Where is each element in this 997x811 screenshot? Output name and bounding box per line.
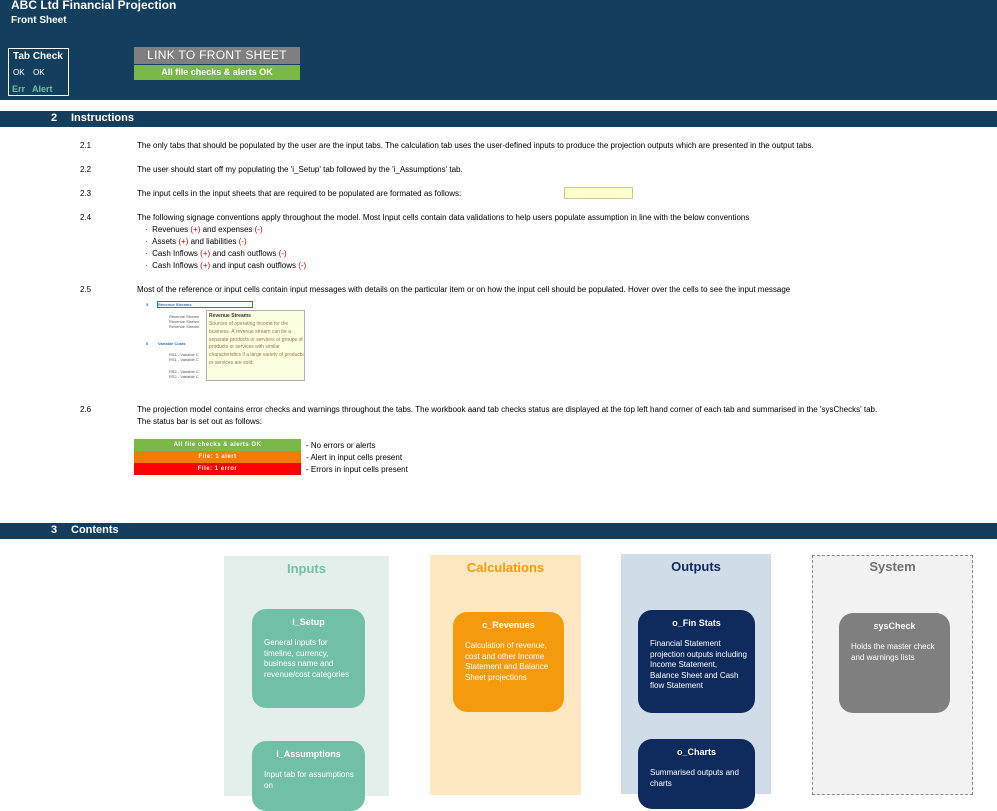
input-cell-format-sample[interactable]	[564, 187, 633, 199]
bullet-text: Cash Inflows	[152, 249, 201, 258]
illustration-item: Revenue Stream	[169, 324, 200, 329]
illustration-item: RS2 - Variable C	[169, 369, 199, 374]
bullet-text: Cash Inflows	[152, 261, 201, 270]
card-title: i_Setup	[292, 617, 325, 627]
bullet-text: and liabilities	[188, 237, 239, 246]
tooltip-body: Sources of operating income for the business. A revenue stream can be a separate products or services or groups of products or services with similar characteristics if a large variety of products or services are sold.	[209, 321, 304, 366]
instructions-section-bar	[0, 111, 997, 127]
card-i-assumptions[interactable]	[252, 741, 365, 811]
card-title: sysCheck	[873, 621, 916, 631]
tab-check-ok-status: OK	[33, 68, 45, 77]
illustration-row-label: Revenue Streams	[158, 302, 192, 307]
card-c-revenues[interactable]	[453, 612, 564, 712]
section-number: 3	[51, 524, 58, 536]
card-syscheck[interactable]	[839, 613, 950, 713]
calculations-panel	[430, 555, 581, 795]
link-to-front-sheet-button[interactable]: LINK TO FRONT SHEET	[134, 47, 300, 64]
card-description: Financial Statement projection outputs including Income Statement, Balance Sheet and Cash flow Statement	[650, 639, 747, 690]
header-banner	[0, 0, 997, 100]
tab-check-box	[8, 48, 69, 96]
sheet-subtitle: Front Sheet	[11, 15, 67, 26]
workbook-title: ABC Ltd Financial Projection	[11, 0, 177, 12]
contents-section-bar	[0, 523, 997, 539]
illustration-item: Revenue Stream	[169, 319, 200, 324]
card-description: General inputs for timeline, currency, business name and revenue/cost categories	[264, 638, 349, 679]
bullet-text: Revenues	[152, 225, 191, 234]
section-heading: Contents	[71, 524, 119, 536]
bullet-mark: ·	[145, 237, 148, 246]
inputs-panel-title: Inputs	[287, 561, 326, 576]
illustration-row-label: Variable Costs	[158, 341, 186, 346]
signage-bullet	[145, 261, 306, 270]
signage-bullet	[145, 237, 247, 246]
outputs-panel	[621, 554, 771, 794]
input-message-illustration	[146, 300, 308, 384]
card-title: i_Assumptions	[276, 749, 341, 759]
instruction-text: The projection model contains error checks and warnings throughout the tabs. The workbook aand tab checks status are displayed at the top left hand corner of each tab and summarised in the 'sysChecks' tab.	[137, 405, 878, 414]
status-legend-label: - Errors in input cells present	[306, 465, 408, 474]
section-number: 2	[51, 112, 58, 124]
card-description: Holds the master check and warnings lists	[851, 642, 935, 662]
card-description: Summarised outputs and charts	[650, 768, 739, 788]
status-bar-ok: All file checks & alerts OK	[134, 439, 301, 451]
instruction-number: 2.2	[80, 165, 92, 174]
instruction-text: Most of the reference or input cells contain input messages with details on the particular item or on how the input cell should be populated. Hover over the cells to see the input message	[137, 285, 791, 294]
status-legend-label: - No errors or alerts	[306, 441, 376, 450]
card-title: o_Fin Stats	[672, 618, 721, 628]
section-heading: Instructions	[71, 112, 134, 124]
input-message-tooltip	[206, 310, 305, 381]
bullet-text: Assets	[152, 237, 179, 246]
card-description: Calculation of revenue, cost and other Income Statement and Balance Sheet projections	[465, 641, 549, 682]
instruction-text: The user should start off my populating the 'i_Setup' tab followed by the 'i_Assumptions' tab.	[137, 165, 463, 174]
system-panel	[812, 555, 973, 795]
sign-positive: (+)	[200, 249, 211, 258]
instruction-number: 2.6	[80, 405, 92, 414]
file-check-status-bar: All file checks & alerts OK	[134, 65, 300, 80]
sign-positive: (+)	[190, 225, 201, 234]
sign-negative: (-)	[278, 249, 287, 258]
calculations-panel-title: Calculations	[466, 560, 545, 575]
card-o-charts[interactable]	[638, 739, 755, 809]
signage-bullet	[145, 225, 263, 234]
sign-negative: (-)	[238, 237, 247, 246]
instruction-text: The following signage conventions apply throughout the model. Most Input cells contain data validations to help users populate assumption in line with the below conventions	[137, 213, 750, 222]
tab-check-err-label: Err	[12, 84, 26, 94]
tab-check-heading: Tab Check	[13, 51, 63, 62]
tooltip-title: Revenue Streams	[209, 313, 251, 319]
signage-bullet	[145, 249, 287, 258]
card-o-fin-stats[interactable]	[638, 610, 755, 713]
system-panel-title: System	[869, 559, 916, 574]
instruction-number: 2.5	[80, 285, 92, 294]
sign-positive: (+)	[200, 261, 211, 270]
sign-negative: (-)	[254, 225, 263, 234]
tab-check-alert-label: Alert	[32, 84, 53, 94]
status-bar-alert: File: 1 alert	[134, 451, 301, 463]
card-title: o_Charts	[676, 747, 716, 757]
inputs-panel	[224, 556, 389, 796]
bullet-mark: ·	[145, 249, 148, 258]
instruction-number: 2.4	[80, 213, 92, 222]
instruction-text: The only tabs that should be populated by the user are the input tabs. The calculation tab uses the user-defined inputs to produce the projection outputs which are presented in the output tabs.	[137, 141, 814, 150]
card-title: c_Revenues	[482, 620, 535, 630]
illustration-item: Revenue Stream	[169, 314, 200, 319]
bullet-mark: ·	[145, 261, 148, 270]
card-description: Input tab for assumptions on	[264, 770, 354, 790]
sign-negative: (-)	[298, 261, 307, 270]
sign-positive: (+)	[178, 237, 189, 246]
bullet-mark: ·	[145, 225, 148, 234]
bullet-text: and input cash outflows	[210, 261, 299, 270]
card-i-setup[interactable]	[252, 609, 365, 708]
outputs-panel-title: Outputs	[671, 559, 721, 574]
instruction-text: The input cells in the input sheets that are required to be populated are formated as follows:	[137, 189, 462, 198]
illustration-item: RS1 - Variable C	[169, 357, 199, 362]
status-legend-label: - Alert in input cells present	[306, 453, 403, 462]
instruction-text: The status bar is set out as follows:	[137, 417, 262, 426]
tab-check-ok-status: OK	[13, 68, 25, 77]
illustration-row-number: 5	[146, 302, 149, 307]
illustration-item: RS2 - Variable C	[169, 374, 199, 379]
bullet-text: and cash outflows	[210, 249, 279, 258]
illustration-row-number: 6	[146, 341, 149, 346]
illustration-item: RS1 - Variable C	[169, 352, 199, 357]
instruction-number: 2.1	[80, 141, 92, 150]
status-bar-error: File: 1 error	[134, 463, 301, 475]
instruction-number: 2.3	[80, 189, 92, 198]
bullet-text: and expenses	[200, 225, 255, 234]
